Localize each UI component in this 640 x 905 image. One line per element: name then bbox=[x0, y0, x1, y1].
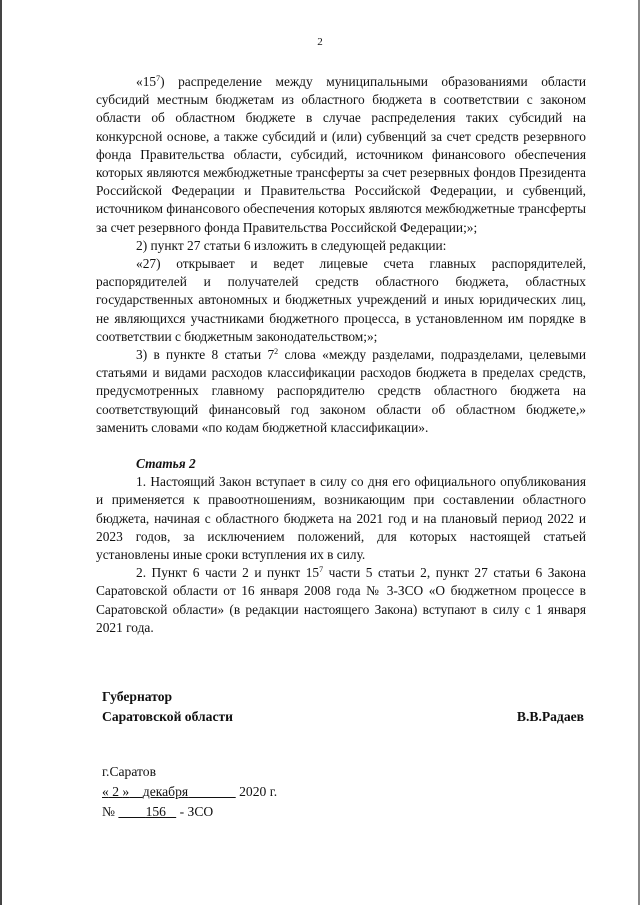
paragraph-text: 2. Пункт 6 части 2 и пункт 15 bbox=[136, 565, 320, 581]
signatory-name: В.В.Радаев bbox=[516, 709, 584, 724]
article-title: Статья 2 bbox=[136, 456, 196, 472]
paragraph-text: ) распределение между муниципальными образованиями области субсидий местным бюджетам из областного бюджета в соответствии с законом области об областном бюджете в случае распределения таких субсидий на конкурсной основе, а также субсидий и (или) субвенций за счет средств резервного фонда Правительства области, субсидий, источником финансового обеспечения которых являются межбюджетные трансферты за счет резервных фондов Президента Российской Федерации и Правительства Российской Федерации, и субвенций, источником финансового обеспечения которых являются межбюджетные трансферты за счет резервного фонда Правительства Российской Федерации;»; bbox=[96, 74, 586, 235]
signatory-title-line2: Саратовской области bbox=[102, 709, 234, 724]
document-body bbox=[96, 73, 586, 637]
date-line bbox=[102, 782, 277, 802]
law-number-suffix bbox=[176, 804, 213, 819]
paragraph-text: 3) в пункте 8 статьи 7 bbox=[136, 347, 275, 363]
number-sign: № bbox=[102, 804, 115, 819]
superscript: 7 bbox=[156, 74, 161, 83]
place-date-block bbox=[102, 762, 277, 822]
date-day-value: 2 bbox=[108, 784, 123, 799]
date-quote-open: « bbox=[102, 784, 109, 799]
superscript: 2 bbox=[274, 347, 279, 357]
law-number-value: 156 bbox=[145, 804, 166, 819]
date-year: 2020 г. bbox=[235, 784, 278, 799]
date-quote-close: » bbox=[122, 784, 130, 799]
paragraph-article2-2 bbox=[96, 564, 586, 637]
date-month-value: декабря bbox=[142, 784, 189, 799]
law-number-suffix-text: - ЗСО bbox=[179, 804, 214, 819]
law-number bbox=[118, 804, 176, 819]
signature-block bbox=[102, 687, 584, 727]
paragraph-item-27: «27) открывает и ведет лицевые счета главных распорядителей, распорядителей и получателей средств областного бюджета, областных государственных автономных и бюджетных учреждений и иных юридических лиц, не являющихся участниками бюджетного процесса, в установленном им порядке в соответствии с бюджетным законодательством;»; bbox=[96, 256, 586, 344]
paragraph-article2-1: 1. Настоящий Закон вступает в силу со дня его официального опубликования и применяется к правоотношениям, возникающим при составлении областного бюджета, начиная с областного бюджета на 2021 год и на плановый период 2022 и 2023 годов, за исключением положений, для которых настоящей статьей установлены иные сроки вступления их в силу. bbox=[96, 474, 586, 563]
page-number: 2 bbox=[317, 36, 323, 48]
paragraph-text: слова «между разделами, подразделами, целевыми статьями и видами расходов классификации расходов бюджета в пределах средств, предусмотренных главному распорядителю средств областного бюджета на соответствующий финансовый год законом области об областном бюджете,» заменить словами «по кодам бюджетной классификации». bbox=[96, 347, 586, 435]
signatory-title-line1: Губернатор bbox=[102, 689, 173, 704]
date-day bbox=[102, 784, 129, 799]
paragraph-15-7 bbox=[96, 73, 586, 237]
paragraph-text: части 5 статьи 2, пункт 27 статьи 6 Закона Саратовской области от 16 января 2008 года № 3-ЗСО «О бюджетном процессе в Саратовской области» (в редакции настоящего Закона) вступают в силу с 1 января 2021 года. bbox=[96, 565, 586, 635]
city: г.Саратов bbox=[102, 764, 156, 779]
paragraph-item-3 bbox=[96, 346, 586, 437]
date-month bbox=[129, 784, 236, 799]
paragraph-text: «15 bbox=[136, 74, 157, 89]
law-number-line bbox=[102, 802, 277, 822]
superscript: 7 bbox=[319, 565, 324, 575]
paragraph-item-2: 2) пункт 27 статьи 6 изложить в следующей редакции: bbox=[136, 237, 447, 253]
